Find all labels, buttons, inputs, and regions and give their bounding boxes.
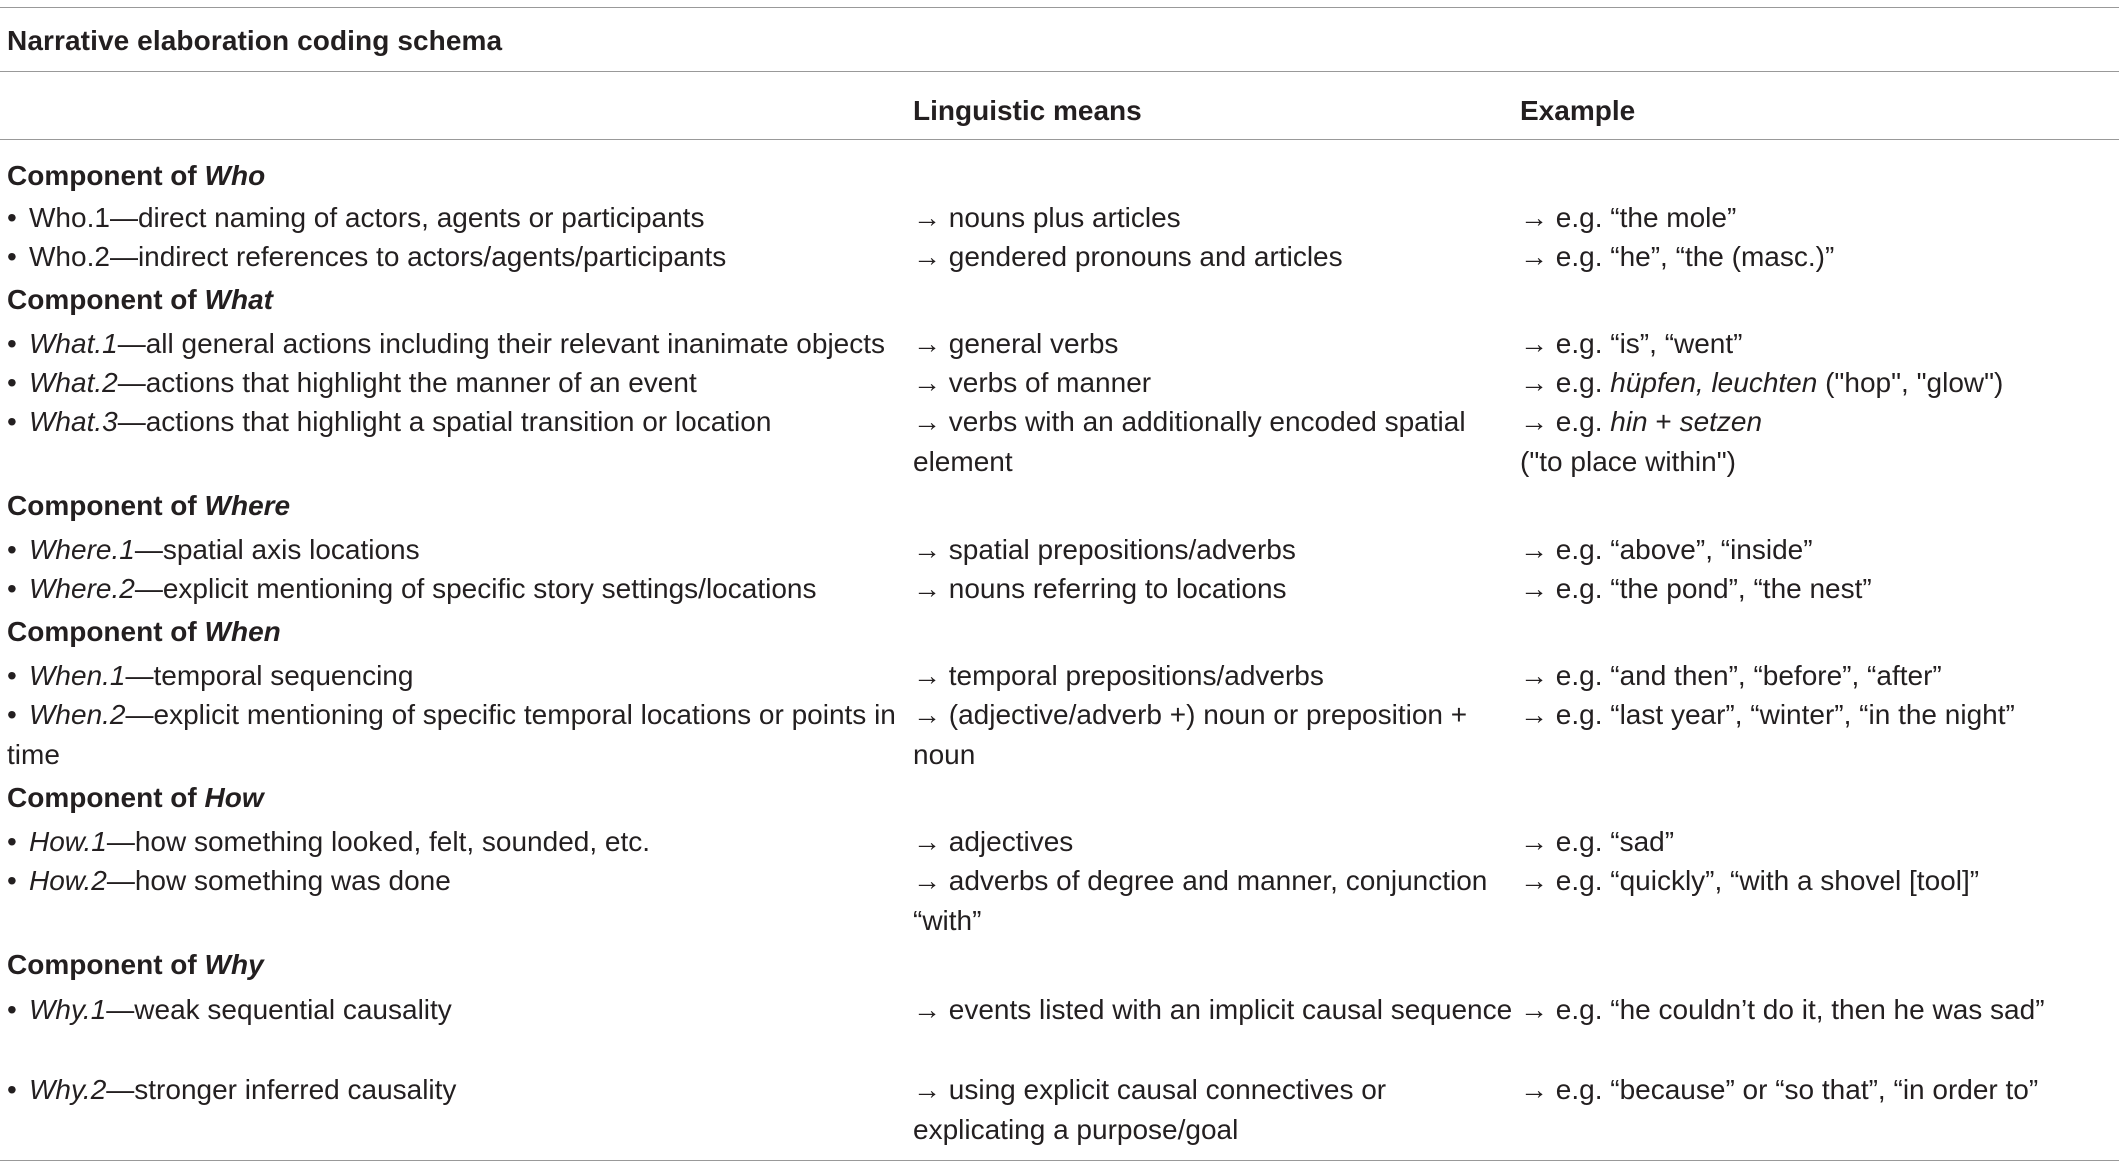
- list-item: • Why.2—stronger inferred causality: [7, 1070, 902, 1110]
- list-item: • How.1—how something looked, felt, sounded, etc.: [7, 822, 902, 862]
- list-item: • What.3—actions that highlight a spatial transition or location: [7, 402, 902, 442]
- component-when-heading: Component of When: [7, 616, 281, 647]
- example-cell: → e.g. hin + setzen ("to place within"): [1520, 406, 1763, 477]
- example-cell: → e.g. “above”, “inside”: [1520, 534, 1813, 565]
- linguistic-means-cell: → spatial prepositions/adverbs: [913, 534, 1296, 565]
- example-cell: → e.g. “quickly”, “with a shovel [tool]”: [1520, 865, 1980, 896]
- bullet-icon: •: [7, 1074, 17, 1105]
- linguistic-means-cell: → nouns referring to locations: [913, 573, 1287, 604]
- linguistic-means-cell: → (adjective/adverb +) noun or preposition + noun: [913, 699, 1468, 770]
- example-cell: → e.g. “because” or “so that”, “in order to”: [1520, 1074, 2039, 1105]
- linguistic-means-cell: → general verbs: [913, 328, 1119, 359]
- bullet-icon: •: [7, 660, 17, 691]
- bottom-rule: [0, 1160, 2119, 1161]
- list-item: • Where.2—explicit mentioning of specific story settings/locations: [7, 569, 902, 609]
- example-cell: → e.g. “and then”, “before”, “after”: [1520, 660, 1942, 691]
- component-what-heading: Component of What: [7, 284, 273, 315]
- bullet-icon: •: [7, 241, 17, 272]
- list-item: • What.1—all general actions including their relevant inanimate objects: [7, 324, 902, 364]
- bullet-icon: •: [7, 865, 17, 896]
- list-item: • Who.1—direct naming of actors, agents or participants: [7, 198, 902, 238]
- linguistic-means-cell: → verbs of manner: [913, 367, 1152, 398]
- linguistic-means-cell: → using explicit causal connectives or explicating a purpose/goal: [913, 1074, 1387, 1145]
- top-rule: [0, 7, 2119, 8]
- linguistic-means-cell: → temporal prepositions/adverbs: [913, 660, 1324, 691]
- table-title: Narrative elaboration coding schema: [7, 25, 503, 56]
- example-cell: → e.g. “the pond”, “the nest”: [1520, 573, 1872, 604]
- linguistic-means-cell: → verbs with an additionally encoded spatial element: [913, 406, 1466, 477]
- bullet-icon: •: [7, 826, 17, 857]
- component-who-heading: Component of Who: [7, 160, 266, 191]
- linguistic-means-cell: → events listed with an implicit causal sequence: [913, 994, 1513, 1025]
- component-how-heading: Component of How: [7, 782, 264, 813]
- list-item: • When.1—temporal sequencing: [7, 656, 902, 696]
- bullet-icon: •: [7, 534, 17, 565]
- header-linguistic-means: Linguistic means: [913, 95, 1142, 126]
- linguistic-means-cell: → adverbs of degree and manner, conjunction “with”: [913, 865, 1488, 936]
- list-item: • Why.1—weak sequential causality: [7, 990, 902, 1030]
- bullet-icon: •: [7, 994, 17, 1025]
- bullet-icon: •: [7, 202, 17, 233]
- example-cell: → e.g. “he”, “the (masc.)”: [1520, 241, 1835, 272]
- example-cell: → e.g. “last year”, “winter”, “in the night”: [1520, 699, 2015, 730]
- component-why-heading: Component of Why: [7, 949, 264, 980]
- list-item: • What.2—actions that highlight the manner of an event: [7, 363, 902, 403]
- bullet-icon: •: [7, 573, 17, 604]
- list-item: • When.2—explicit mentioning of specific temporal locations or points in time: [7, 695, 902, 775]
- list-item: • How.2—how something was done: [7, 861, 902, 901]
- title-rule: [0, 71, 2119, 72]
- bullet-icon: •: [7, 406, 17, 437]
- bullet-icon: •: [7, 699, 17, 730]
- example-cell: → e.g. “he couldn’t do it, then he was sad”: [1520, 994, 2045, 1025]
- list-item: • Who.2—indirect references to actors/agents/participants: [7, 237, 902, 277]
- header-example: Example: [1520, 95, 1636, 126]
- header-rule: [0, 139, 2119, 140]
- component-where-heading: Component of Where: [7, 490, 291, 521]
- linguistic-means-cell: → gendered pronouns and articles: [913, 241, 1343, 272]
- list-item: • Where.1—spatial axis locations: [7, 530, 902, 570]
- example-cell: → e.g. “is”, “went”: [1520, 328, 1743, 359]
- example-cell: → e.g. “sad”: [1520, 826, 1675, 857]
- example-cell: → e.g. “the mole”: [1520, 202, 1737, 233]
- bullet-icon: •: [7, 328, 17, 359]
- linguistic-means-cell: → nouns plus articles: [913, 202, 1181, 233]
- example-cell: → e.g. hüpfen, leuchten ("hop", "glow"): [1520, 367, 2004, 398]
- bullet-icon: •: [7, 367, 17, 398]
- linguistic-means-cell: → adjectives: [913, 826, 1074, 857]
